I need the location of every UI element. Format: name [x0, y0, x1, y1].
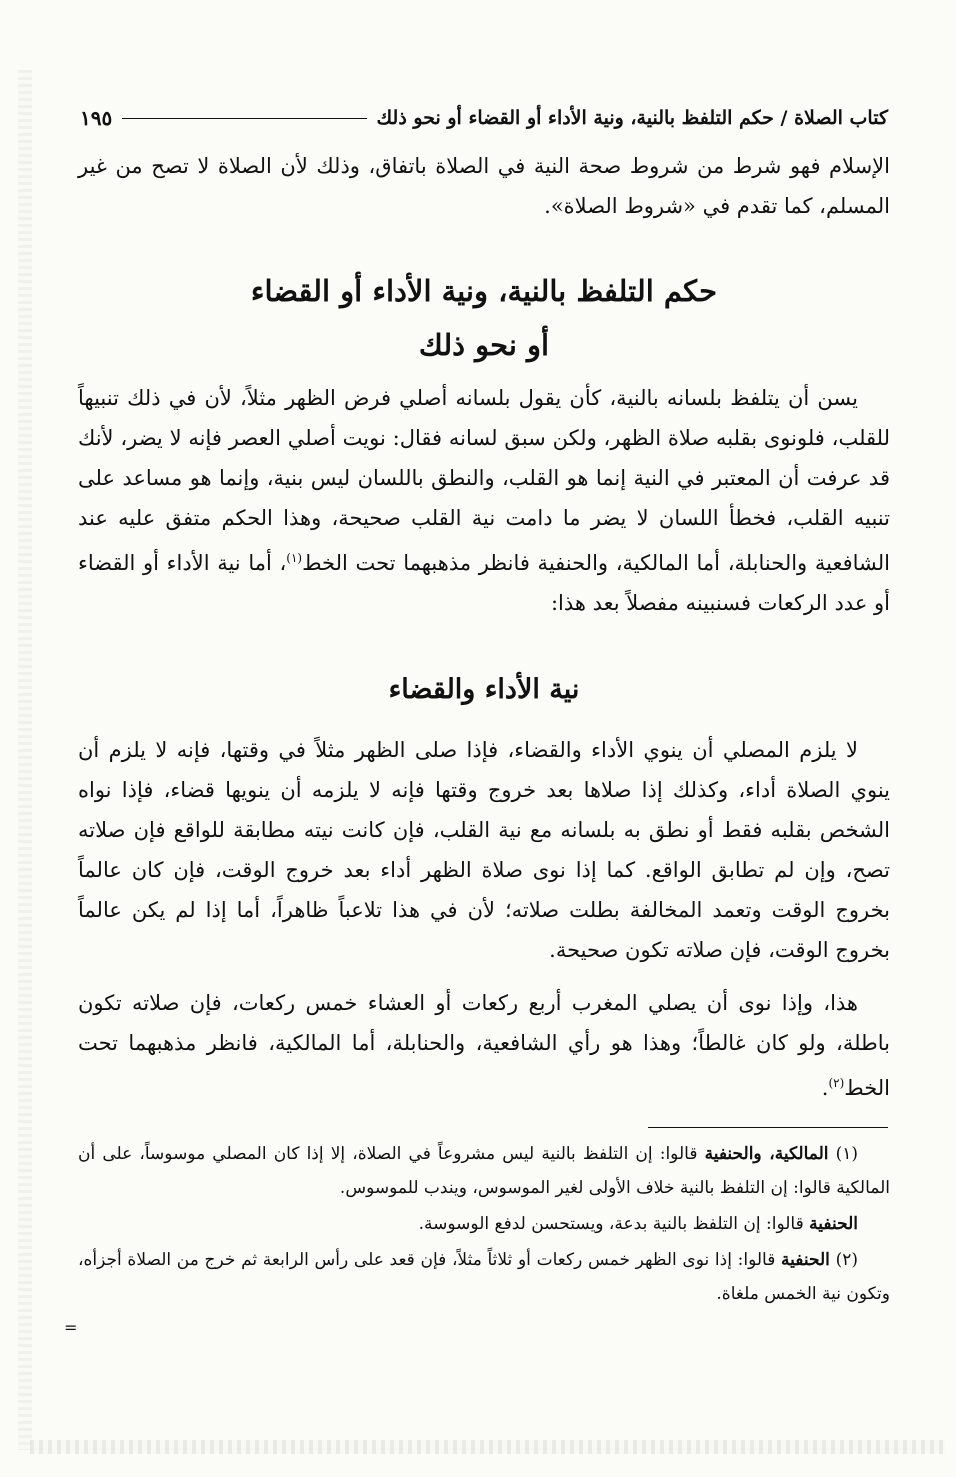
- footnote-1b: [78, 1207, 890, 1241]
- header-title: كتاب الصلاة / حكم التلفظ بالنية، ونية الأداء أو القضاء أو نحو ذلك: [376, 107, 888, 129]
- intro-paragraph: [78, 146, 890, 226]
- footnote-2-text: قالوا: إذا نوى الظهر خمس ركعات أو ثلاثاً مثلاً، فإن قعد على رأس الرابعة ثم خرج من الصلاة أجزأه، وتكون نية الخمس ملغاة.: [78, 1250, 890, 1304]
- footnote-2: [78, 1243, 890, 1311]
- footnote-1b-label: الحنفية: [809, 1214, 858, 1234]
- section1-heading: [78, 264, 890, 372]
- margin-marker: =: [64, 1318, 78, 1337]
- section1-title-line2: أو نحو ذلك: [418, 328, 550, 362]
- footnote-separator: [648, 1127, 888, 1128]
- intro-text: الإسلام فهو شرط من شروط صحة النية في الصلاة باتفاق، وذلك لأن الصلاة لا تصح من غير المسلم، كما تقدم في «شروط الصلاة».: [78, 154, 890, 218]
- section2-paragraph2: [78, 983, 890, 1108]
- section1-paragraph: [78, 378, 890, 623]
- section2-paragraph1: [78, 730, 890, 970]
- header-rule: [122, 118, 366, 119]
- page-number: ١٩٥: [80, 106, 113, 130]
- footnote-1b-text: قالوا: إن التلفظ بالنية بدعة، ويستحسن لدفع الوسوسة.: [418, 1214, 804, 1234]
- page-edge-left: [18, 70, 32, 1450]
- footnote-1-number: (١): [835, 1144, 859, 1164]
- section1-title-line1: حكم التلفظ بالنية، ونية الأداء أو القضاء: [250, 274, 718, 308]
- footnote-1-text: قالوا: إن التلفظ بالنية ليس مشروعاً في الصلاة، إلا إذا كان المصلي موسوساً، على أن المالكية قالوا: إن التلفظ بالنية خلاف الأولى لغير الموسوس، ويندب للموسوس.: [78, 1144, 890, 1198]
- footnotes: [78, 1137, 890, 1313]
- section2-text2: هذا، وإذا نوى أن يصلي المغرب أربع ركعات أو العشاء خمس ركعات، فإن صلاته تكون باطلة، ولو كان غالطاً؛ وهذا هو رأي الشافعية، والحنابلة، أما المالكية، فانظر مذهبهما تحت الخط: [78, 991, 890, 1100]
- section1-text-tail: ، أما نية الأداء أو القضاء أو عدد الركعات فسنبينه مفصلاً بعد هذا:: [78, 551, 890, 615]
- section2-text1: لا يلزم المصلي أن ينوي الأداء والقضاء، فإذا صلى الظهر مثلاً في وقتها، فإنه لا يلزم أن ينوي الصلاة أداء، وكذلك إذا صلاها بعد خروج وقتها فإنه لا يلزمه أن ينويها قضاء، فإذا نواه الشخص بقلبه فقط أو نطق به بلسانه مع نية القلب، فإن كانت نيته مطابقة للواقع فإن صلاته تصح، وإن لم تطابق الواقع. كما إذا نوى صلاة الظهر أداء بعد خروج الوقت، فإن كان عالماً بخروج الوقت وتعمد المخالفة بطلت صلاته؛ لأن في هذا تلاعباً ظاهراً، أما إذا لم يكن عالماً بخروج الوقت، فإن صلاته تكون صحيحة.: [78, 738, 890, 962]
- running-header: [80, 100, 888, 136]
- footnote-ref-2[interactable]: (٢): [828, 1076, 845, 1090]
- section1-text: يسن أن يتلفظ بلسانه بالنية، كأن يقول بلسانه أصلي فرض الظهر مثلاً، لأن في ذلك تنبيهاً للقلب، فلونوى بقلبه صلاة الظهر، ولكن سبق لسانه فقال: نويت أصلي العصر فإنه لا يضر، لأنك قد عرفت أن المعتبر في النية إنما هو القلب، والنطق باللسان ليس بنية، وإنما هو مساعد على تنبيه القلب، فخطأ اللسان لا يضر ما دامت نية القلب صحيحة، وهذا الحكم متفق عليه عند الشافعية والحنابلة، أما المالكية، والحنفية فانظر مذهبهما تحت الخط: [78, 386, 890, 575]
- footnote-2-number: (٢): [835, 1250, 858, 1270]
- section2-text2-end: .: [821, 1076, 829, 1100]
- footnote-1: [78, 1137, 890, 1205]
- section2-heading: نية الأداء والقضاء: [388, 674, 580, 705]
- footnote-ref-1[interactable]: (١): [286, 551, 303, 565]
- footnote-1-label: المالكية، والحنفية: [704, 1144, 829, 1164]
- page-edge-bottom: [30, 1440, 945, 1454]
- footnote-2-label: الحنفية: [781, 1250, 830, 1270]
